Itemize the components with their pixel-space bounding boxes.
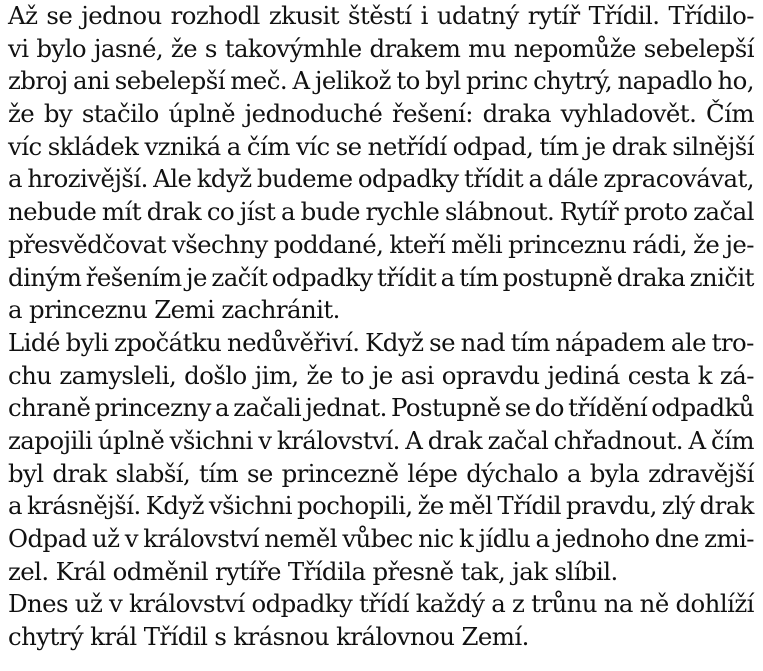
text-line: Lidé byli zpočátku nedůvěřiví. Když se nad tím nápadem ale tro- xyxy=(8,327,754,357)
text-line: Dnes už v království odpadky třídí každý a z trůnu na ně dohlíží xyxy=(8,589,754,619)
text-line: víc skládek vzniká a čím víc se netřídí odpad, tím je drak silnější xyxy=(8,131,754,161)
text-line: zel. Král odměnil rytíře Třídila přesně tak, jak slíbil. xyxy=(8,556,618,586)
text-line: Odpad už v království neměl vůbec nic k jídlu a jednoho dne zmi- xyxy=(8,524,754,553)
text-line: přesvědčovat všechny poddané, kteří měli princeznu rádi, že je- xyxy=(8,229,754,259)
text-line: že by stačilo úplně jednoduché řešení: draka vyhladovět. Čím xyxy=(8,99,754,129)
paragraph-2 xyxy=(8,327,754,589)
text-line: a princeznu Zemi zachránit. xyxy=(8,295,340,325)
text-line: zapojili úplně všichni v království. A drak začal chřadnout. A čím xyxy=(8,425,754,455)
text-line: diným řešením je začít odpadky třídit a tím postupně draka zničit xyxy=(8,262,754,292)
text-line: a krásnější. Když všichni pochopili, že měl Třídil pravdu, zlý drak xyxy=(8,491,754,521)
document-page xyxy=(8,0,754,671)
text-line: Až se jednou rozhodl zkusit štěstí i udatný rytíř Třídil. Třídilo- xyxy=(8,1,754,30)
text-line: vi bylo jasné, že s takovýmhle drakem mu nepomůže sebelepší xyxy=(8,33,754,63)
text-line: chytrý král Třídil s krásnou královnou Zemí. xyxy=(8,622,529,652)
paragraph-1 xyxy=(8,0,754,327)
text-line: chu zamysleli, došlo jim, že to je asi opravdu jediná cesta k zá- xyxy=(8,360,754,390)
paragraph-3 xyxy=(8,588,754,653)
text-line: nebude mít drak co jíst a bude rychle slábnout. Rytíř proto začal xyxy=(8,197,754,227)
text-line: byl drak slabší, tím se princezně lépe dýchalo a byla zdravější xyxy=(8,458,754,488)
text-line: zbroj ani sebelepší meč. A jelikož to byl princ chytrý, napadlo ho, xyxy=(8,66,754,96)
text-line: a hrozivější. Ale když budeme odpadky třídit a dále zpracovávat, xyxy=(8,164,754,194)
text-line: chraně princezny a začali jednat. Postupně se do třídění odpadků xyxy=(8,393,754,423)
